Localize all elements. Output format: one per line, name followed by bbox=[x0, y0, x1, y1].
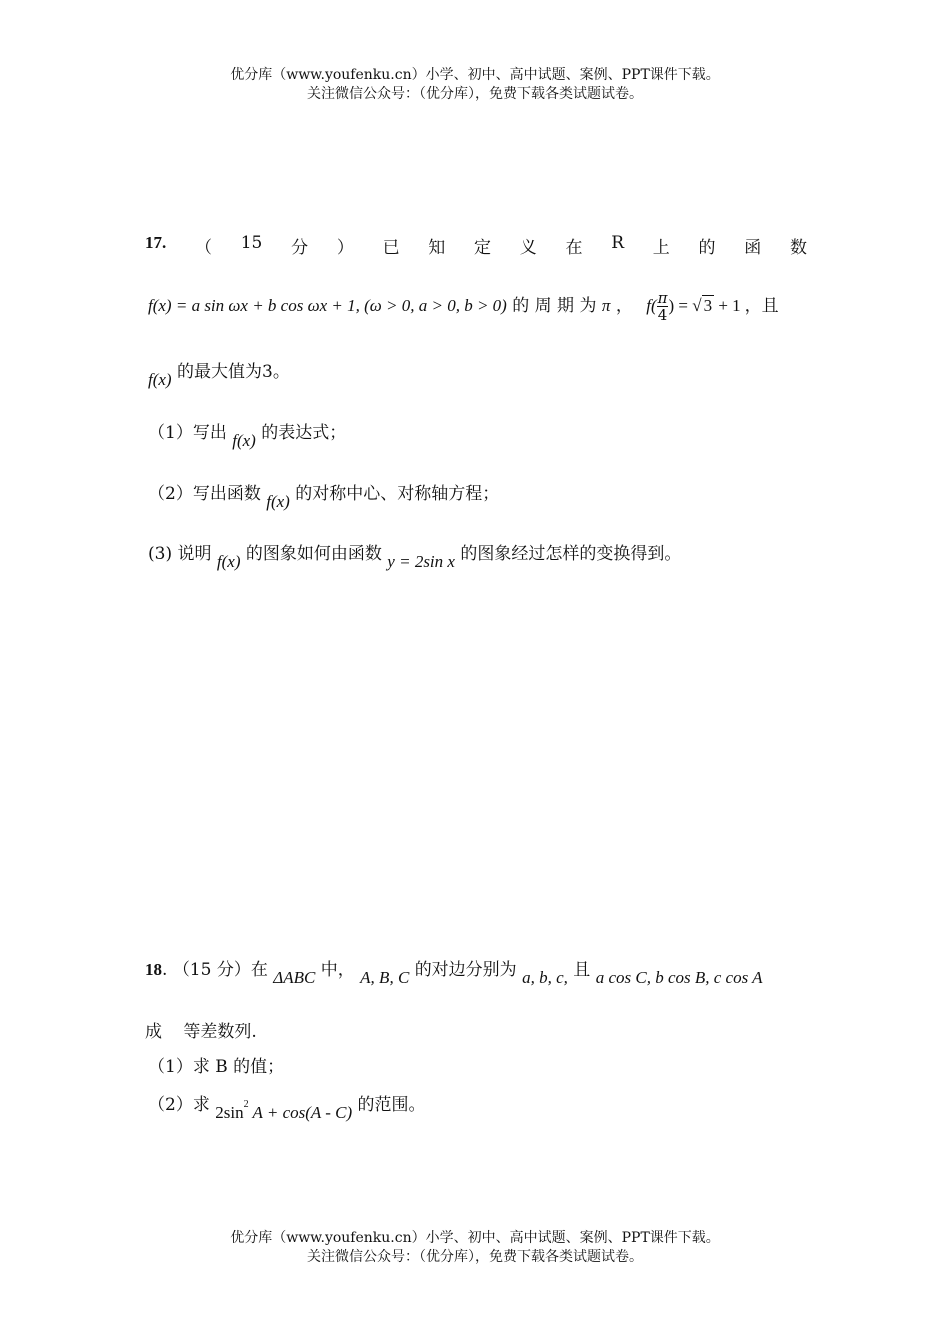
part-2-label: （2）写出函数 bbox=[148, 484, 261, 504]
part-2-text: 的对称中心、对称轴方程； bbox=[295, 484, 500, 504]
q18-part-1 bbox=[148, 1052, 284, 1077]
angles-abc: A, B, C bbox=[360, 968, 410, 987]
and-text: ，且 bbox=[744, 296, 779, 316]
plus-one: + 1 bbox=[714, 296, 741, 315]
a-plus-cos-expression: A + cos(A - C) bbox=[248, 1103, 353, 1122]
fx-symbol: f(x) bbox=[216, 552, 241, 571]
q17-token: （ bbox=[194, 238, 212, 258]
part-3-end: 的图象经过怎样的变换得到。 bbox=[460, 544, 682, 564]
header-line-1: 优分库（www.youfenku.cn）小学、初中、高中试题、案例、PPT课件下载。 bbox=[230, 67, 720, 83]
fraction-numerator: π bbox=[657, 289, 668, 307]
q17-number: 17. bbox=[145, 233, 167, 252]
pi-over-4-fraction bbox=[657, 290, 669, 323]
part-1-text: 的表达式； bbox=[261, 423, 347, 443]
arithmetic-sequence-text: 等差数列. bbox=[183, 1022, 257, 1042]
max-value-text: 的最大值为3。 bbox=[177, 362, 290, 382]
function-definition: f(x) = a sin ωx + b cos ωx + 1, (ω > 0, a > 0, b > 0) bbox=[148, 296, 507, 315]
square-exponent: 2 bbox=[243, 1099, 249, 1111]
sqrt-sign: √ bbox=[692, 296, 702, 315]
period-text: 的 周 期 为 bbox=[512, 296, 597, 316]
q17-token: 在 bbox=[565, 238, 583, 258]
fx-symbol: f(x) bbox=[266, 492, 290, 511]
q18-dot: . bbox=[162, 960, 168, 980]
comma: ， bbox=[615, 296, 633, 316]
q17-function-line bbox=[148, 290, 808, 323]
header-line-2: 关注微信公众号：（优分库），免费下载各类试题试卷。 bbox=[307, 86, 643, 102]
zhong-text: 中， bbox=[320, 960, 355, 980]
q18-part-1-text: （1）求 B 的值； bbox=[148, 1057, 285, 1077]
fraction-denominator: 4 bbox=[657, 306, 668, 324]
sides-abc: a, b, c, bbox=[522, 968, 568, 987]
q18-intro-line bbox=[145, 955, 810, 987]
q17-token: R bbox=[611, 233, 625, 253]
q17-token: 函 bbox=[744, 238, 762, 258]
triangle-abc: ΔABC bbox=[273, 968, 316, 987]
part-3-label: (3) 说明 bbox=[148, 544, 212, 564]
q18-part-2-label: （2）求 bbox=[148, 1095, 210, 1115]
part-1-label: （1）写出 bbox=[148, 423, 227, 443]
q17-token: 15 bbox=[240, 233, 263, 253]
q17-part-1 bbox=[148, 418, 347, 450]
q17-token: 的 bbox=[698, 238, 716, 258]
cosine-expression: a cos C, b cos B, c cos A bbox=[595, 968, 763, 987]
q17-token: 定 bbox=[474, 238, 492, 258]
part-3-mid: 的图象如何由函数 bbox=[245, 544, 382, 564]
q17-part-2 bbox=[148, 479, 500, 511]
pi-symbol: π bbox=[601, 296, 611, 315]
cheng-text: 成 bbox=[145, 1022, 162, 1042]
q18-part-2-end: 的范围。 bbox=[357, 1095, 426, 1115]
q18-sequence-line bbox=[145, 1017, 257, 1042]
q17-token: 已 bbox=[382, 238, 400, 258]
header-bottom bbox=[0, 1229, 950, 1267]
and-text: 且 bbox=[573, 960, 591, 980]
opposite-sides-text: 的对边分别为 bbox=[414, 960, 517, 980]
q18-part-2 bbox=[148, 1090, 426, 1122]
y-equals-2sinx: y = 2sin x bbox=[387, 552, 455, 571]
q17-token: ） bbox=[336, 238, 354, 258]
q17-token: 知 bbox=[428, 238, 446, 258]
fx-symbol: f(x) bbox=[148, 370, 172, 389]
q18-score: （15 分）在 bbox=[172, 960, 268, 980]
q17-token: 数 bbox=[789, 238, 807, 258]
header-line-1: 优分库（www.youfenku.cn）小学、初中、高中试题、案例、PPT课件下载。 bbox=[230, 1230, 720, 1246]
fx-symbol: f(x) bbox=[232, 431, 256, 450]
header-top bbox=[0, 66, 950, 104]
f-pi-over-4-close: ) = bbox=[668, 296, 693, 315]
q17-part-3 bbox=[148, 539, 682, 571]
q17-token: 分 bbox=[291, 238, 309, 258]
sqrt-radicand: 3 bbox=[703, 296, 713, 315]
f-pi-over-4-open: f( bbox=[646, 296, 657, 315]
q17-intro-line bbox=[145, 233, 807, 258]
header-line-2: 关注微信公众号：（优分库），免费下载各类试题试卷。 bbox=[307, 1249, 643, 1265]
q18-number: 18 bbox=[145, 960, 162, 979]
q17-token: 义 bbox=[519, 238, 537, 258]
q17-token: 上 bbox=[652, 238, 670, 258]
two-sin: 2sin bbox=[215, 1103, 244, 1122]
q17-max-line bbox=[148, 357, 290, 389]
